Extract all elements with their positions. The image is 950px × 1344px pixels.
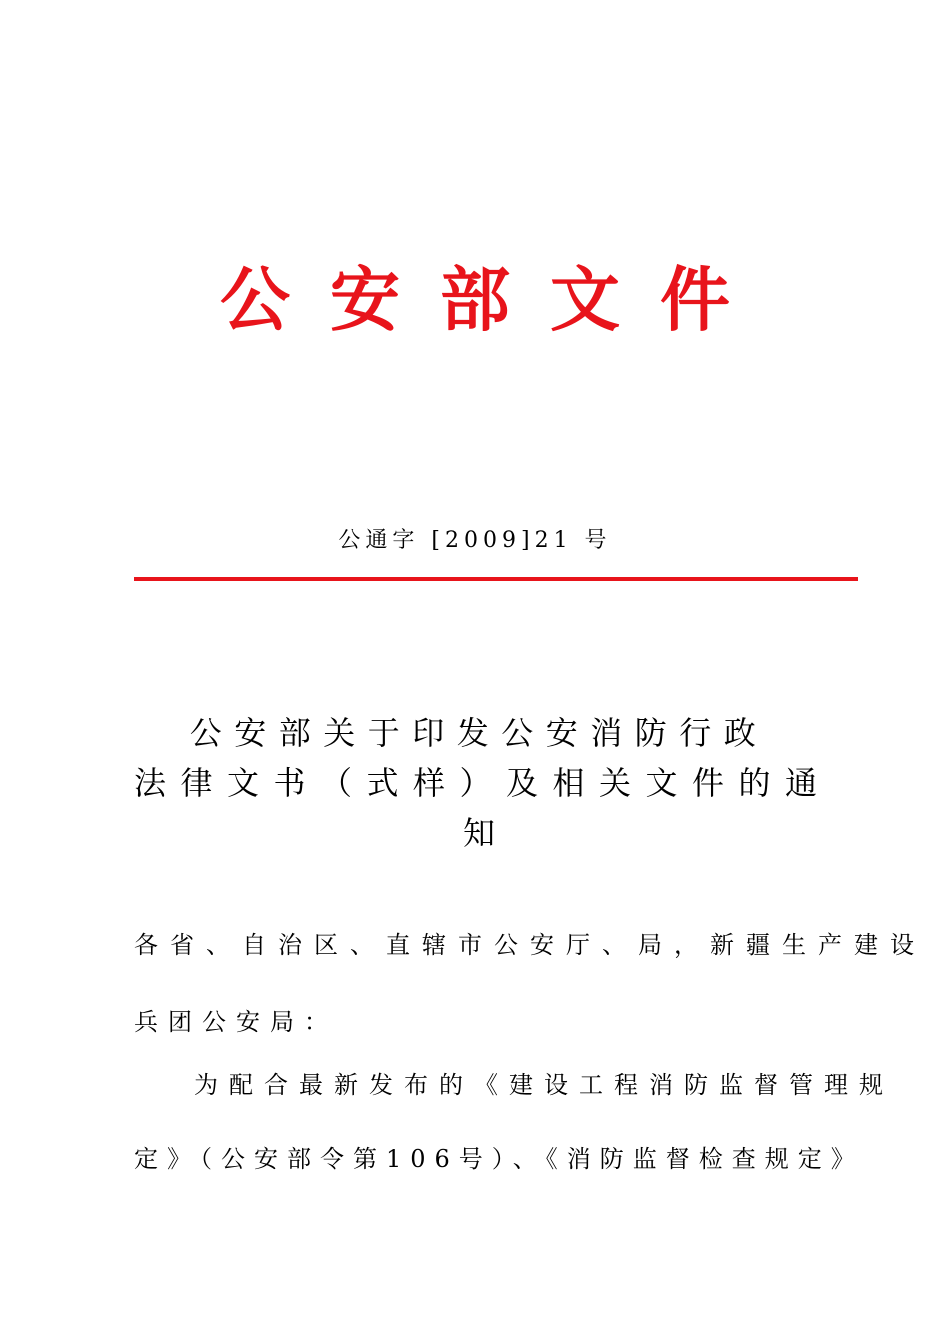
- title-line-1: 公安部关于印发公安消防行政: [189, 714, 769, 752]
- document-title: [134, 708, 832, 858]
- addressee-line-2: 兵团公安局：: [134, 1008, 338, 1036]
- paragraph-line-2: 定》（公安部令第106号）、《消防监督检查规定》: [134, 1145, 864, 1173]
- paragraph-line-1: 为配合最新发布的《建设工程消防监督管理规: [194, 1071, 894, 1099]
- document-header: 公安部文件: [220, 258, 770, 341]
- addressee-line-1: 各省、自治区、直辖市公安厅、局，新疆生产建设: [134, 931, 926, 959]
- document-number: 公通字 [2009]21 号: [338, 528, 612, 553]
- red-divider-line: [134, 577, 858, 581]
- title-line-3: 知: [462, 814, 495, 852]
- title-line-2: 法律文书（式样）及相关文件的通: [134, 764, 832, 802]
